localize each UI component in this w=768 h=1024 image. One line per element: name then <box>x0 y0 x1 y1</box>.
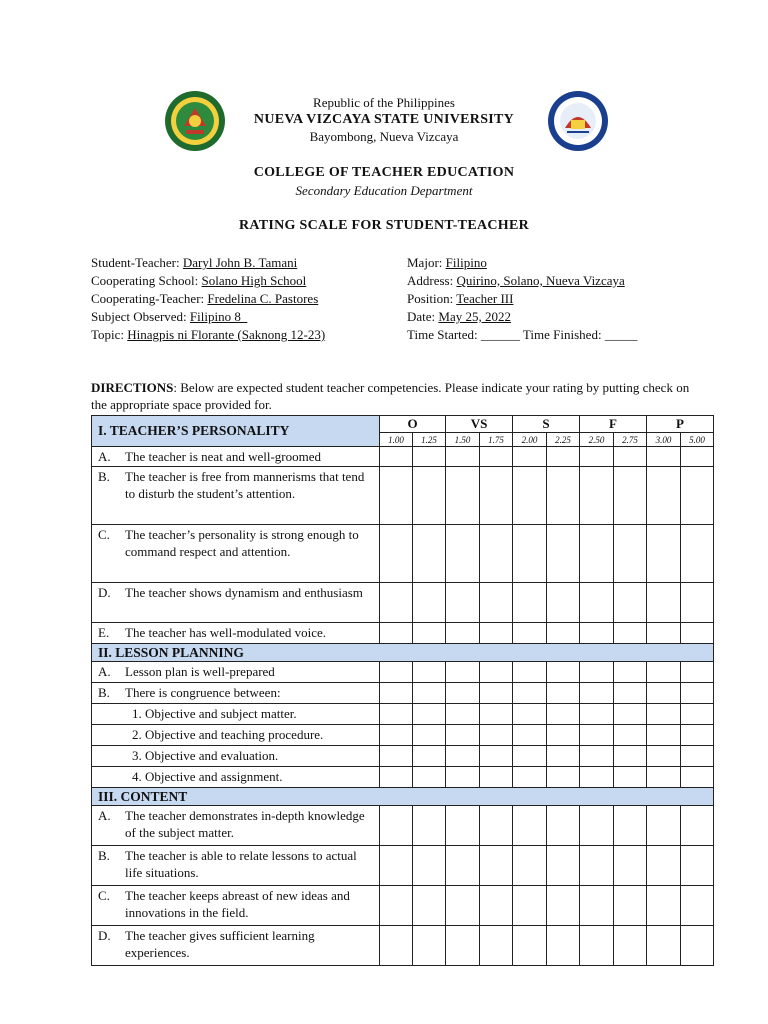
rating-checkbox-cell[interactable] <box>380 725 413 746</box>
rating-checkbox-cell[interactable] <box>446 704 480 725</box>
criterion-letter: A. <box>98 664 111 679</box>
rating-checkbox-cell[interactable] <box>446 583 480 623</box>
university-location: Bayombong, Nueva Vizcaya <box>309 129 459 144</box>
rating-checkbox-cell[interactable] <box>580 746 614 767</box>
rating-checkbox-cell[interactable] <box>480 662 513 683</box>
rating-checkbox-cell[interactable] <box>480 846 513 886</box>
rating-checkbox-cell[interactable] <box>513 926 547 966</box>
rating-checkbox-cell[interactable] <box>413 725 446 746</box>
rating-checkbox-cell[interactable] <box>513 525 547 583</box>
rating-checkbox-cell[interactable] <box>446 525 480 583</box>
rating-checkbox-cell[interactable] <box>380 683 413 704</box>
table-row <box>92 583 714 623</box>
rating-checkbox-cell[interactable] <box>380 767 413 788</box>
criterion-cell <box>92 467 380 525</box>
rating-checkbox-cell[interactable] <box>647 583 681 623</box>
rating-checkbox-cell[interactable] <box>681 467 714 525</box>
criterion-text: 1. Objective and subject matter. <box>132 706 297 721</box>
table-row <box>92 886 714 926</box>
criterion-text: The teacher keeps abreast of new ideas and innovations in the field. <box>125 888 350 920</box>
rating-checkbox-cell[interactable] <box>480 806 513 846</box>
rating-checkbox-cell[interactable] <box>647 926 681 966</box>
section-title: III. CONTENT <box>92 788 714 806</box>
criterion-text: The teacher has well-modulated voice. <box>125 625 327 640</box>
rating-checkbox-cell[interactable] <box>647 623 681 644</box>
rating-checkbox-cell[interactable] <box>413 926 446 966</box>
criterion-text: Lesson plan is well-prepared <box>125 664 275 679</box>
criterion-text: The teacher gives sufficient learning experiences. <box>125 928 315 960</box>
criterion-text: 4. Objective and assignment. <box>132 769 283 784</box>
info-date: Date: May 25, 2022 <box>407 309 511 324</box>
rating-checkbox-cell[interactable] <box>647 886 681 926</box>
rating-checkbox-cell[interactable] <box>413 767 446 788</box>
rating-checkbox-cell[interactable] <box>446 767 480 788</box>
rating-checkbox-cell[interactable] <box>614 926 647 966</box>
rating-checkbox-cell[interactable] <box>380 704 413 725</box>
criterion-text: 3. Objective and evaluation. <box>132 748 279 763</box>
criterion-cell <box>92 662 380 683</box>
rating-group-header: F <box>580 416 647 433</box>
rating-checkbox-cell[interactable] <box>681 525 714 583</box>
table-row <box>92 467 714 525</box>
rating-checkbox-cell[interactable] <box>647 767 681 788</box>
rating-checkbox-cell[interactable] <box>413 467 446 525</box>
rating-checkbox-cell[interactable] <box>614 683 647 704</box>
table-row <box>92 683 714 704</box>
rating-checkbox-cell[interactable] <box>480 683 513 704</box>
rating-checkbox-cell[interactable] <box>547 767 580 788</box>
rating-checkbox-cell[interactable] <box>681 447 714 467</box>
table-row <box>92 623 714 644</box>
criterion-cell <box>92 846 380 886</box>
rating-checkbox-cell[interactable] <box>413 683 446 704</box>
rating-group-header: VS <box>446 416 513 433</box>
rating-checkbox-cell[interactable] <box>480 583 513 623</box>
form-title: RATING SCALE FOR STUDENT-TEACHER <box>238 218 530 233</box>
rating-checkbox-cell[interactable] <box>681 846 714 886</box>
rating-checkbox-cell[interactable] <box>614 725 647 746</box>
table-row <box>92 767 714 788</box>
criterion-text: The teacher is neat and well-groomed <box>125 449 321 464</box>
rating-checkbox-cell[interactable] <box>580 623 614 644</box>
rating-checkbox-cell[interactable] <box>681 886 714 926</box>
address-value: Quirino, Solano, Nueva Vizcaya <box>456 273 625 288</box>
rating-checkbox-cell[interactable] <box>513 806 547 846</box>
rating-checkbox-cell[interactable] <box>380 583 413 623</box>
criterion-text: There is congruence between: <box>125 685 281 700</box>
time-finished-field[interactable]: _____ <box>604 327 638 342</box>
rating-checkbox-cell[interactable] <box>681 704 714 725</box>
rating-value-header: 1.25 <box>413 433 446 447</box>
table-row <box>92 662 714 683</box>
rating-checkbox-cell[interactable] <box>380 623 413 644</box>
rating-checkbox-cell[interactable] <box>513 662 547 683</box>
criterion-letter: A. <box>98 449 111 464</box>
criterion-cell <box>92 525 380 583</box>
rating-checkbox-cell[interactable] <box>513 767 547 788</box>
rating-checkbox-cell[interactable] <box>580 886 614 926</box>
rating-value-header: 2.50 <box>580 433 614 447</box>
criterion-text: 2. Objective and teaching procedure. <box>132 727 324 742</box>
rating-checkbox-cell[interactable] <box>480 704 513 725</box>
rating-checkbox-cell[interactable] <box>614 846 647 886</box>
rating-checkbox-cell[interactable] <box>380 926 413 966</box>
subject-observed-value: Filipino 8 <box>189 309 248 324</box>
info-subject-observed: Subject Observed: Filipino 8 <box>91 309 248 324</box>
rating-group-header: S <box>513 416 580 433</box>
table-row <box>92 746 714 767</box>
rating-checkbox-cell[interactable] <box>547 662 580 683</box>
rating-checkbox-cell[interactable] <box>580 525 614 583</box>
cooperating-teacher-value: Fredelina C. Pastores <box>207 291 319 306</box>
rating-checkbox-cell[interactable] <box>413 704 446 725</box>
rating-checkbox-cell[interactable] <box>580 704 614 725</box>
rating-checkbox-cell[interactable] <box>681 683 714 704</box>
rating-value-header: 1.75 <box>480 433 513 447</box>
rating-group-header: O <box>380 416 446 433</box>
rating-checkbox-cell[interactable] <box>480 746 513 767</box>
rating-checkbox-cell[interactable] <box>647 725 681 746</box>
criterion-letter: B. <box>98 469 110 484</box>
table-header-row <box>92 416 714 433</box>
rating-value-header: 3.00 <box>647 433 681 447</box>
info-left <box>91 254 325 344</box>
rating-checkbox-cell[interactable] <box>580 662 614 683</box>
criterion-text: The teacher is free from mannerisms that tend to disturb the student’s attention. <box>125 469 365 501</box>
criterion-letter: A. <box>98 808 111 823</box>
info-student-teacher: Student-Teacher: Daryl John B. Tamani <box>91 255 298 270</box>
university-name: NUEVA VIZCAYA STATE UNIVERSITY <box>253 112 515 127</box>
rating-checkbox-cell[interactable] <box>513 583 547 623</box>
criterion-text: The teacher demonstrates in-depth knowledge of the subject matter. <box>125 808 365 840</box>
directions: DIRECTIONS: Below are expected student teacher competencies. Please indicate your rating by putting check on the appropriate space provided for. <box>91 380 690 412</box>
rating-checkbox-cell[interactable] <box>647 683 681 704</box>
rating-checkbox-cell[interactable] <box>547 926 580 966</box>
student-teacher-value: Daryl John B. Tamani <box>182 255 298 270</box>
rating-checkbox-cell[interactable] <box>480 467 513 525</box>
rating-checkbox-cell[interactable] <box>580 583 614 623</box>
rating-checkbox-cell[interactable] <box>681 662 714 683</box>
rating-checkbox-cell[interactable] <box>413 662 446 683</box>
rating-checkbox-cell[interactable] <box>681 806 714 846</box>
rating-table <box>91 415 714 966</box>
rating-checkbox-cell[interactable] <box>547 683 580 704</box>
rating-checkbox-cell[interactable] <box>580 846 614 886</box>
position-value: Teacher III <box>456 291 514 306</box>
rating-checkbox-cell[interactable] <box>380 525 413 583</box>
table-row <box>92 846 714 886</box>
date-value: May 25, 2022 <box>438 309 511 324</box>
rating-checkbox-cell[interactable] <box>547 886 580 926</box>
rating-checkbox-cell[interactable] <box>413 583 446 623</box>
table-row <box>92 806 714 846</box>
rating-checkbox-cell[interactable] <box>647 662 681 683</box>
rating-checkbox-cell[interactable] <box>413 623 446 644</box>
rating-checkbox-cell[interactable] <box>547 623 580 644</box>
rating-checkbox-cell[interactable] <box>380 662 413 683</box>
rating-checkbox-cell[interactable] <box>681 725 714 746</box>
rating-checkbox-cell[interactable] <box>413 886 446 926</box>
department-name: Secondary Education Department <box>295 183 473 198</box>
table-row <box>92 926 714 966</box>
rating-value-header: 2.25 <box>547 433 580 447</box>
rating-checkbox-cell[interactable] <box>547 704 580 725</box>
rating-checkbox-cell[interactable] <box>380 806 413 846</box>
rating-checkbox-cell[interactable] <box>547 583 580 623</box>
rating-checkbox-cell[interactable] <box>480 623 513 644</box>
rating-checkbox-cell[interactable] <box>647 467 681 525</box>
rating-checkbox-cell[interactable] <box>547 467 580 525</box>
rating-checkbox-cell[interactable] <box>480 767 513 788</box>
rating-checkbox-cell[interactable] <box>480 886 513 926</box>
table-row <box>92 447 714 467</box>
rating-checkbox-cell[interactable] <box>580 806 614 846</box>
rating-checkbox-cell[interactable] <box>614 447 647 467</box>
rating-checkbox-cell[interactable] <box>647 806 681 846</box>
rating-checkbox-cell[interactable] <box>681 583 714 623</box>
rating-checkbox-cell[interactable] <box>446 662 480 683</box>
criterion-cell <box>92 886 380 926</box>
rating-checkbox-cell[interactable] <box>380 467 413 525</box>
rating-checkbox-cell[interactable] <box>547 725 580 746</box>
info-time: Time Started: ______ Time Finished: _____ <box>407 327 638 342</box>
criterion-text: The teacher shows dynamism and enthusiasm <box>125 585 363 600</box>
table-row <box>92 525 714 583</box>
table-row <box>92 725 714 746</box>
republic-line: Republic of the Philippines <box>313 95 455 110</box>
rating-checkbox-cell[interactable] <box>380 746 413 767</box>
table-row <box>92 704 714 725</box>
topic-value: Hinagpis ni Florante (Saknong 12-23) <box>127 327 326 342</box>
rating-checkbox-cell[interactable] <box>614 525 647 583</box>
rating-checkbox-cell[interactable] <box>647 704 681 725</box>
rating-checkbox-cell[interactable] <box>513 886 547 926</box>
rating-checkbox-cell[interactable] <box>614 767 647 788</box>
criterion-cell <box>92 683 380 704</box>
rating-group-header: P <box>647 416 714 433</box>
time-started-field[interactable]: ______ <box>480 327 520 342</box>
rating-checkbox-cell[interactable] <box>580 725 614 746</box>
info-topic: Topic: Hinagpis ni Florante (Saknong 12-23) <box>91 327 326 342</box>
rating-checkbox-cell[interactable] <box>480 525 513 583</box>
rating-checkbox-cell[interactable] <box>547 846 580 886</box>
criterion-cell <box>92 767 380 788</box>
criterion-letter: E. <box>98 625 110 640</box>
rating-checkbox-cell[interactable] <box>513 467 547 525</box>
rating-checkbox-cell[interactable] <box>513 725 547 746</box>
rating-checkbox-cell[interactable] <box>580 447 614 467</box>
rating-checkbox-cell[interactable] <box>647 746 681 767</box>
rating-checkbox-cell[interactable] <box>446 806 480 846</box>
rating-checkbox-cell[interactable] <box>480 447 513 467</box>
rating-checkbox-cell[interactable] <box>547 525 580 583</box>
section-row <box>92 788 714 806</box>
rating-checkbox-cell[interactable] <box>380 846 413 886</box>
rating-checkbox-cell[interactable] <box>614 746 647 767</box>
rating-checkbox-cell[interactable] <box>513 623 547 644</box>
criterion-cell <box>92 583 380 623</box>
rating-checkbox-cell[interactable] <box>614 886 647 926</box>
rating-value-header: 5.00 <box>681 433 714 447</box>
rating-checkbox-cell[interactable] <box>681 746 714 767</box>
rating-checkbox-cell[interactable] <box>547 447 580 467</box>
rating-checkbox-cell[interactable] <box>446 447 480 467</box>
rating-checkbox-cell[interactable] <box>614 704 647 725</box>
rating-checkbox-cell[interactable] <box>380 447 413 467</box>
criterion-cell <box>92 725 380 746</box>
criterion-text: The teacher’s personality is strong enough to command respect and attention. <box>125 527 359 559</box>
rating-checkbox-cell[interactable] <box>513 683 547 704</box>
rating-checkbox-cell[interactable] <box>513 746 547 767</box>
rating-value-header: 1.00 <box>380 433 413 447</box>
rating-value-header: 2.00 <box>513 433 547 447</box>
rating-checkbox-cell[interactable] <box>681 623 714 644</box>
rating-checkbox-cell[interactable] <box>413 525 446 583</box>
rating-checkbox-cell[interactable] <box>380 886 413 926</box>
rating-checkbox-cell[interactable] <box>614 467 647 525</box>
criterion-cell <box>92 806 380 846</box>
section-title: II. LESSON PLANNING <box>92 644 714 662</box>
rating-value-header: 2.75 <box>614 433 647 447</box>
info-major: Major: Filipino <box>407 255 487 270</box>
criterion-letter: C. <box>98 888 110 903</box>
rating-checkbox-cell[interactable] <box>513 447 547 467</box>
rating-checkbox-cell[interactable] <box>547 746 580 767</box>
rating-checkbox-cell[interactable] <box>480 926 513 966</box>
rating-checkbox-cell[interactable] <box>580 467 614 525</box>
criterion-cell <box>92 746 380 767</box>
info-address: Address: Quirino, Solano, Nueva Vizcaya <box>407 273 625 288</box>
rating-checkbox-cell[interactable] <box>681 926 714 966</box>
rating-checkbox-cell[interactable] <box>513 846 547 886</box>
rating-checkbox-cell[interactable] <box>614 623 647 644</box>
criterion-letter: C. <box>98 527 110 542</box>
major-value: Filipino <box>445 255 487 270</box>
rating-checkbox-cell[interactable] <box>446 725 480 746</box>
rating-checkbox-cell[interactable] <box>614 583 647 623</box>
rating-checkbox-cell[interactable] <box>446 683 480 704</box>
criterion-cell <box>92 623 380 644</box>
rating-checkbox-cell[interactable] <box>413 806 446 846</box>
info-cooperating-teacher: Cooperating-Teacher: Fredelina C. Pastores <box>91 291 319 306</box>
rating-checkbox-cell[interactable] <box>614 806 647 846</box>
info-cooperating-school: Cooperating School: Solano High School <box>91 273 307 288</box>
rating-checkbox-cell[interactable] <box>547 806 580 846</box>
info-position: Position: Teacher III <box>407 291 514 306</box>
rating-checkbox-cell[interactable] <box>647 846 681 886</box>
rating-checkbox-cell[interactable] <box>614 662 647 683</box>
rating-checkbox-cell[interactable] <box>580 767 614 788</box>
cooperating-school-value: Solano High School <box>201 273 307 288</box>
section-row <box>92 644 714 662</box>
rating-checkbox-cell[interactable] <box>647 525 681 583</box>
info-right <box>407 254 637 344</box>
rating-checkbox-cell[interactable] <box>647 447 681 467</box>
criterion-cell <box>92 704 380 725</box>
criterion-letter: B. <box>98 685 110 700</box>
criterion-letter: B. <box>98 848 110 863</box>
rating-checkbox-cell[interactable] <box>413 746 446 767</box>
rating-checkbox-cell[interactable] <box>446 846 480 886</box>
rating-checkbox-cell[interactable] <box>580 926 614 966</box>
rating-checkbox-cell[interactable] <box>413 846 446 886</box>
rating-checkbox-cell[interactable] <box>446 467 480 525</box>
rating-checkbox-cell[interactable] <box>480 725 513 746</box>
rating-value-header: 1.50 <box>446 433 480 447</box>
criterion-letter: D. <box>98 585 111 600</box>
rating-checkbox-cell[interactable] <box>413 447 446 467</box>
criterion-text: The teacher is able to relate lessons to actual life situations. <box>125 848 357 880</box>
rating-checkbox-cell[interactable] <box>446 746 480 767</box>
rating-checkbox-cell[interactable] <box>513 704 547 725</box>
rating-checkbox-cell[interactable] <box>580 683 614 704</box>
section-title: I. TEACHER’S PERSONALITY <box>92 416 380 447</box>
rating-checkbox-cell[interactable] <box>681 767 714 788</box>
rating-checkbox-cell[interactable] <box>446 926 480 966</box>
college-name: COLLEGE OF TEACHER EDUCATION <box>253 165 515 180</box>
rating-checkbox-cell[interactable] <box>446 623 480 644</box>
criterion-letter: D. <box>98 928 111 943</box>
criterion-cell <box>92 447 380 467</box>
rating-checkbox-cell[interactable] <box>446 886 480 926</box>
criterion-cell <box>92 926 380 966</box>
